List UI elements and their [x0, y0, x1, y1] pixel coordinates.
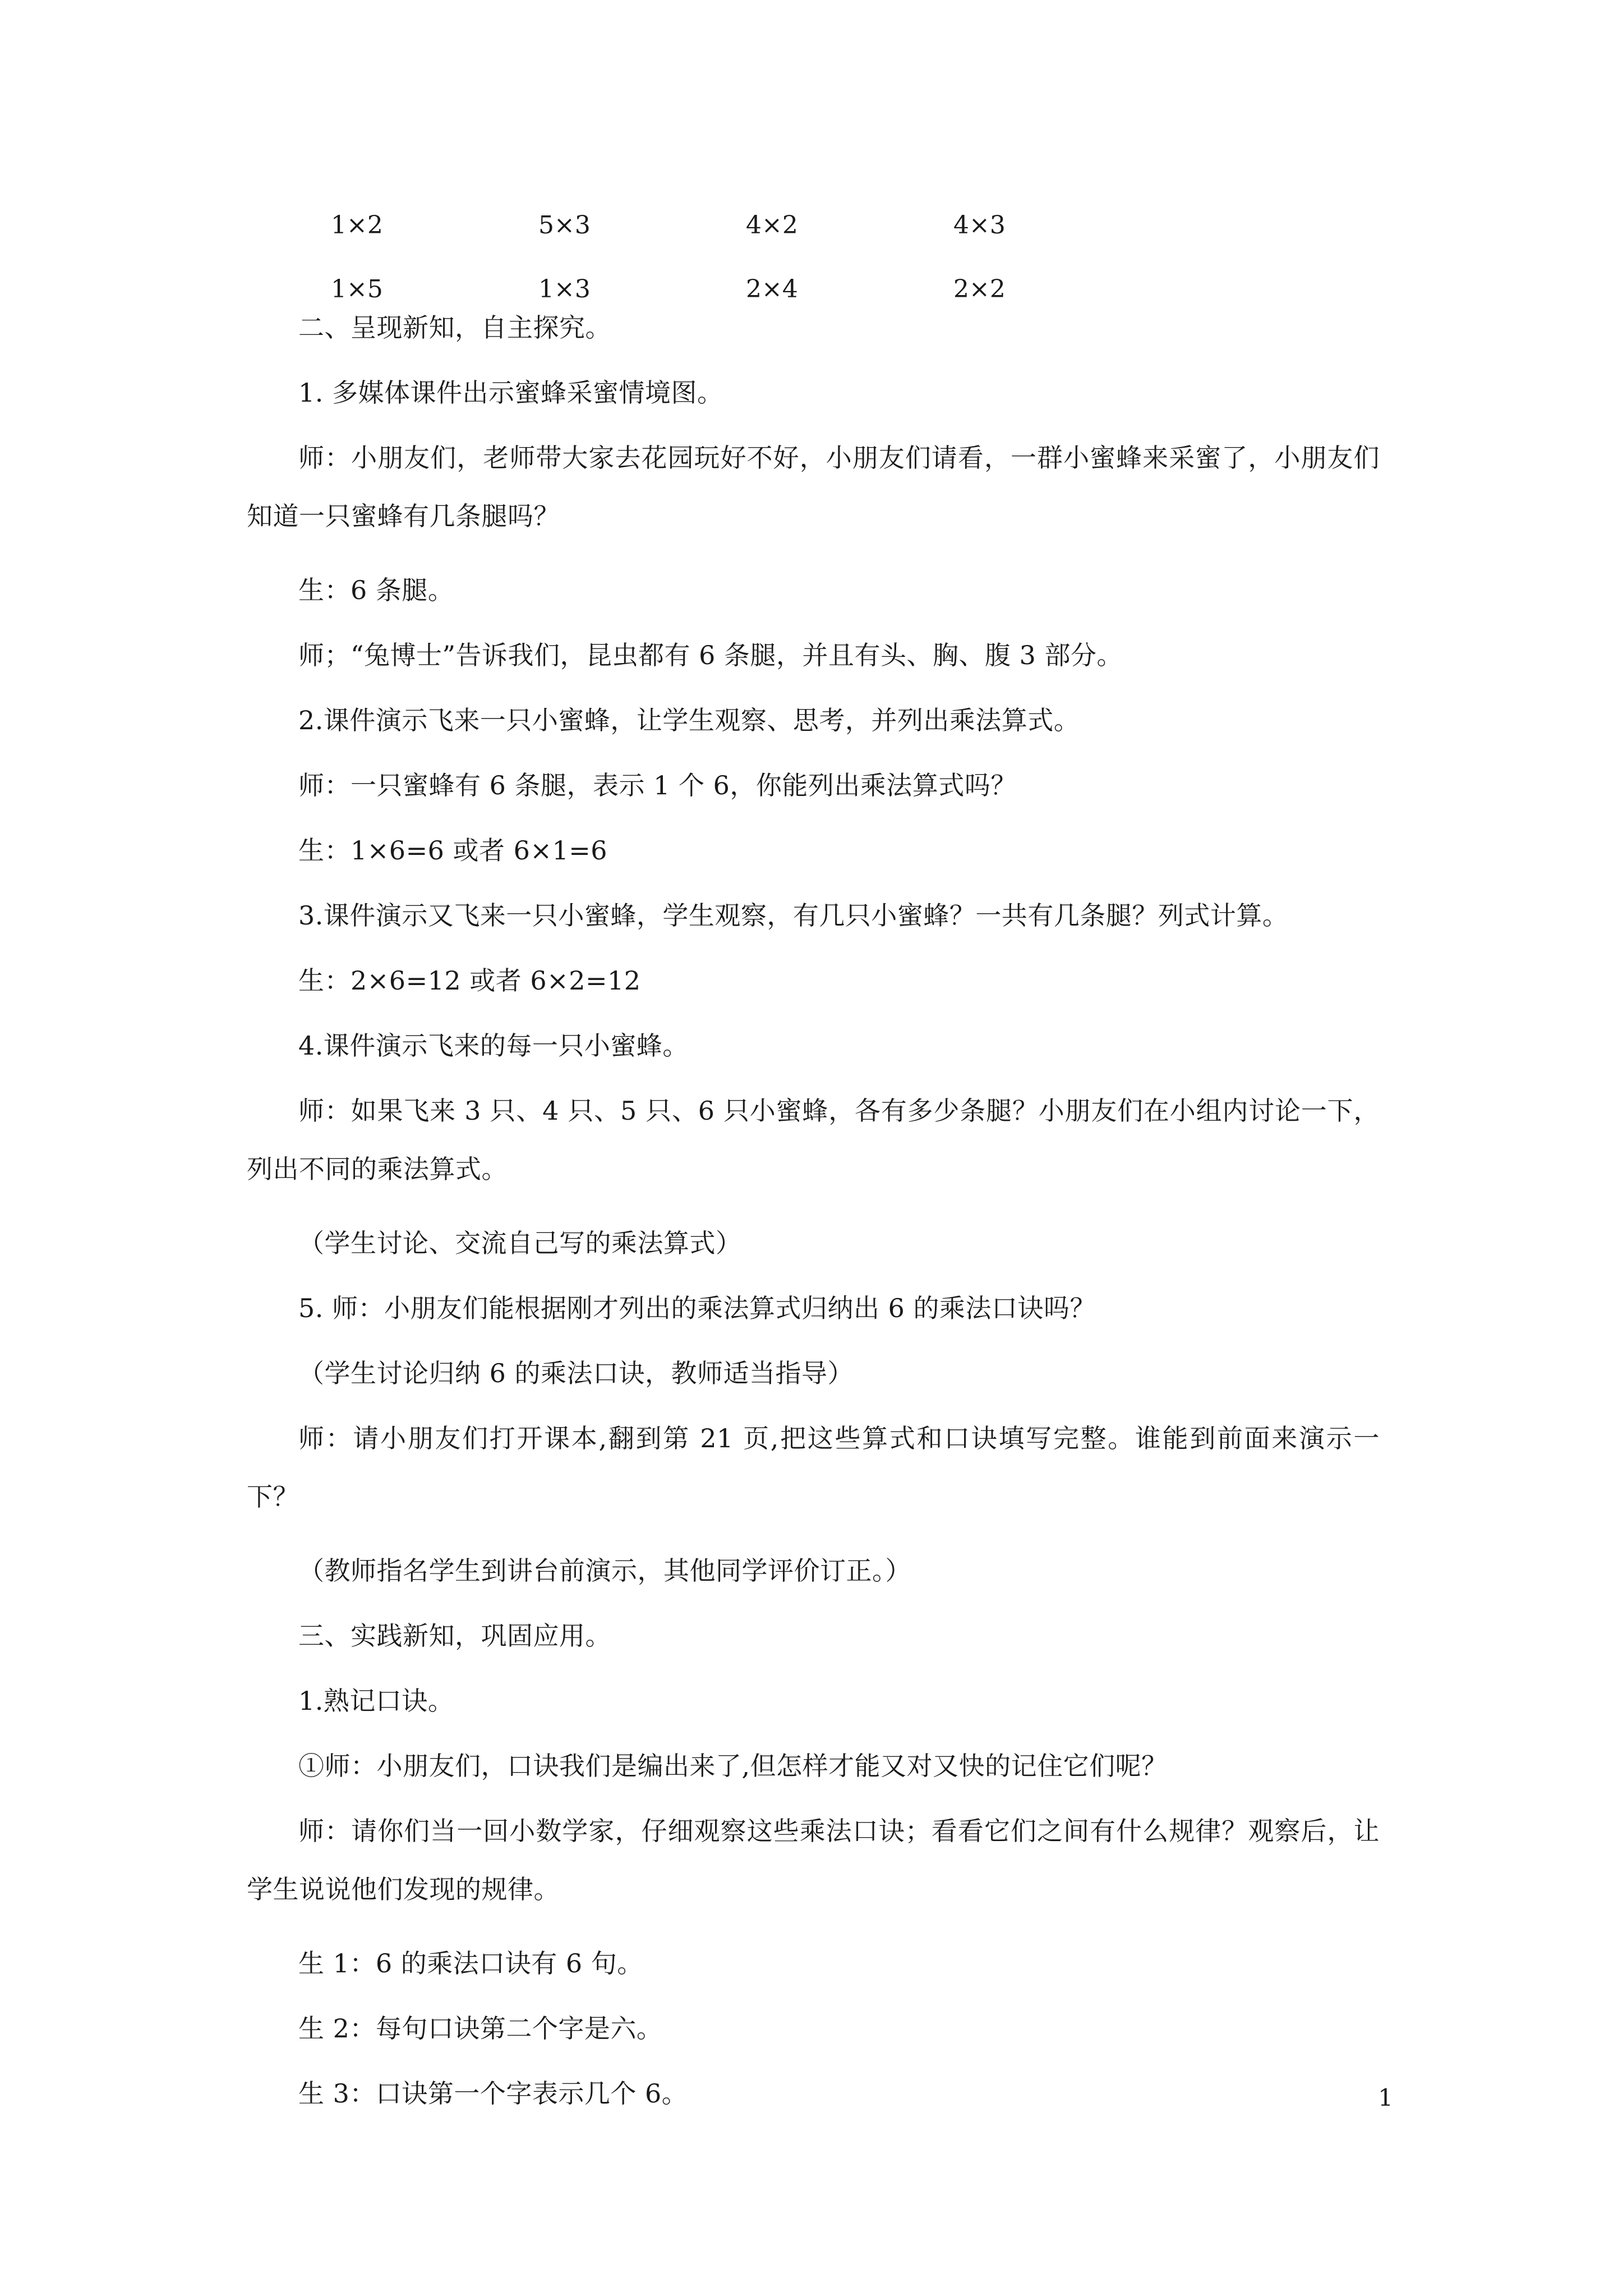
lesson-text: [247, 307, 1380, 2114]
paragraph: 师：请小朋友们打开课本,翻到第 21 页,把这些算式和口诀填写完整。谁能到前面来演示一下？: [247, 1423, 1380, 1512]
paragraph: 师：一只蜜蜂有 6 条腿，表示 1 个 6，你能列出乘法算式吗？: [298, 770, 1017, 800]
paragraph: 生：6 条腿。: [298, 575, 454, 605]
paragraph: ①师：小朋友们，口诀我们是编出来了,但怎样才能又对又快的记住它们呢？: [298, 1751, 1168, 1781]
paragraph: 1. 多媒体课件出示蜜蜂采蜜情境图。: [298, 378, 723, 408]
paragraph: 师：如果飞来 3 只、4 只、5 只、6 只小蜜蜂，各有多少条腿？小朋友们在小组内讨论一下，列出不同的乘法算式。: [247, 1096, 1380, 1184]
document-body: [247, 208, 1380, 2138]
exercise-item: 4×2: [746, 211, 798, 240]
exercise-item: 1×3: [538, 275, 591, 303]
exercise-item: 1×5: [331, 275, 383, 303]
paragraph: （学生讨论归纳 6 的乘法口诀，教师适当指导）: [298, 1358, 854, 1388]
paragraph: 三、实践新知，巩固应用。: [298, 1621, 611, 1651]
paragraph: 生：2×6=12 或者 6×2=12: [298, 965, 641, 996]
paragraph: 5. 师：小朋友们能根据刚才列出的乘法算式归纳出 6 的乘法口诀吗？: [298, 1293, 1096, 1323]
exercise-item: 1×2: [331, 211, 383, 240]
paragraph: 师：请你们当一回小数学家，仔细观察这些乘法口诀；看看它们之间有什么规律？观察后，让学生说说他们发现的规律。: [247, 1816, 1380, 1904]
exercise-item: 4×3: [953, 211, 1006, 240]
page-number: 1: [1378, 2084, 1393, 2111]
paragraph: 1.熟记口诀。: [298, 1686, 454, 1716]
paragraph: 师：小朋友们，老师带大家去花园玩好不好，小朋友们请看，一群小蜜蜂来采蜜了，小朋友们知道一只蜜蜂有几条腿吗？: [247, 443, 1380, 531]
paragraph: 生 3：口诀第一个字表示几个 6。: [298, 2078, 688, 2109]
paragraph: 3.课件演示又飞来一只小蜜蜂，学生观察，有几只小蜜蜂？一共有几条腿？列式计算。: [298, 900, 1289, 931]
exercise-item: 2×2: [953, 275, 1006, 303]
multiplication-exercise-grid: [331, 208, 1380, 307]
paragraph: 师；“兔博士”告诉我们，昆虫都有 6 条腿，并且有头、胸、腹 3 部分。: [298, 640, 1123, 670]
exercise-item: 5×3: [538, 211, 591, 240]
paragraph: （学生讨论、交流自己写的乘法算式）: [298, 1228, 742, 1258]
paragraph: 生 2：每句口诀第二个字是六。: [298, 2013, 663, 2044]
paragraph: 二、呈现新知，自主探究。: [298, 312, 611, 343]
paragraph: （教师指名学生到讲台前演示，其他同学评价订正。）: [298, 1556, 911, 1586]
paragraph: 4.课件演示飞来的每一只小蜜蜂。: [298, 1030, 689, 1061]
paragraph: 生：1×6=6 或者 6×1=6: [298, 835, 608, 866]
paragraph: 2.课件演示飞来一只小蜜蜂，让学生观察、思考，并列出乘法算式。: [298, 705, 1080, 735]
paragraph: 生 1：6 的乘法口诀有 6 句。: [298, 1948, 643, 1978]
exercise-item: 2×4: [746, 275, 798, 303]
